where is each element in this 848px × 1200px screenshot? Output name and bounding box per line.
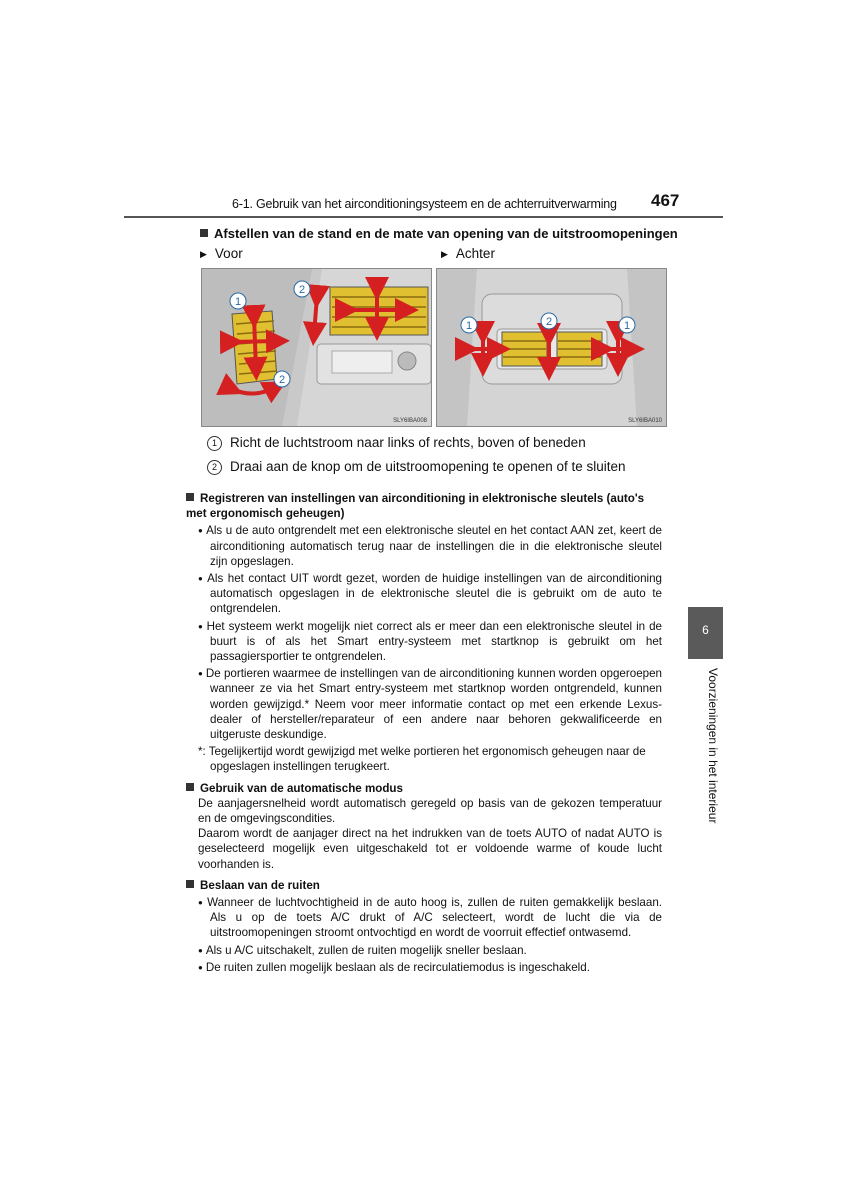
- subsection-heading: Registreren van instellingen van airconditioning in elektronische sleutels (auto's met ergonomisch geheugen): [186, 492, 645, 521]
- footnote: *: Tegelijkertijd wordt gewijzigd met welke portieren het ergonomisch geheugen naar de opgeslagen instellingen terugkeert.: [198, 745, 646, 774]
- chapter-tab: 6: [688, 607, 723, 659]
- figure-code: SLY6IBA008: [393, 418, 427, 424]
- rear-label: ▶ Achter: [441, 246, 495, 261]
- callout-1: 1: [465, 320, 473, 332]
- legend-item: 1 Richt de luchtstroom naar links of rechts, boven of beneden: [207, 435, 586, 451]
- callout-2: 2: [298, 284, 306, 296]
- chapter-side-label: Voorzieningen in het interieur: [706, 668, 720, 824]
- square-bullet-icon: [186, 493, 194, 501]
- triangle-icon: ▶: [441, 249, 448, 259]
- callout-1: 1: [234, 296, 242, 308]
- callout-2: 2: [278, 374, 286, 386]
- list-item: ● De portieren waarmee de instellingen van de airconditioning kunnen worden opgeroepen wanneer ze via het Smart entry-systeem met startknop worden ontgrendeld, kunnen worden gewijzigd.* Neem voor meer informatie contact op met een erkende Lexus-dealer of hersteller/reparateur of een andere naar behoren gekwalificeerde en uitgeruste deskundige.: [186, 666, 662, 742]
- list-item: ● Als u A/C uitschakelt, zullen de ruiten mogelijk sneller beslaan.: [186, 943, 662, 958]
- page-number: 467: [651, 191, 680, 210]
- front-label: ▶ Voor: [200, 246, 243, 261]
- list-item: ● Als het contact UIT wordt gezet, worden de huidige instellingen van de airconditioning automatisch opgeslagen in de elektronische sleutel die is gebruikt om de auto te ontgrendelen.: [186, 571, 662, 617]
- paragraph: Daarom wordt de aanjager direct na het indrukken van de toets AUTO of nadat AUTO is geselecteerd mogelijk even uitgeschakeld tot er voldoende warme of koude lucht voorhanden is.: [198, 827, 662, 871]
- subsection-heading: Beslaan van de ruiten: [186, 878, 662, 893]
- list-item: ● Als u de auto ontgrendelt met een elektronische sleutel en het contact AAN zet, keert de airconditioning automatisch terug naar de instellingen die in die elektronische sleutel zijn opgeslagen.: [186, 523, 662, 569]
- figure-code: SLY6IBA010: [628, 418, 662, 424]
- square-bullet-icon: [186, 783, 194, 791]
- callout-circle: 2: [207, 460, 222, 475]
- header-rule: [124, 216, 723, 218]
- callout-1: 1: [623, 320, 631, 332]
- callout-circle: 1: [207, 436, 222, 451]
- rear-vents-figure: [436, 268, 667, 427]
- running-header: 6-1. Gebruik van het airconditioningsysteem en de achterruitverwarming: [232, 197, 617, 211]
- list-item: ● Wanneer de luchtvochtigheid in de auto hoog is, zullen de ruiten gemakkelijk beslaan. Als u op de toets A/C drukt of A/C selecteert, wordt de lucht die via de uitstroomopeningen stroomt ontvochtigd en wordt de voorruit effectief ontwasemd.: [186, 895, 662, 941]
- triangle-icon: ▶: [200, 249, 207, 259]
- body-text: [186, 491, 662, 975]
- front-vents-figure: [201, 268, 432, 427]
- section-title: Afstellen van de stand en de mate van opening van de uitstroomopeningen: [200, 226, 678, 241]
- square-bullet-icon: [186, 880, 194, 888]
- callout-2: 2: [545, 316, 553, 328]
- paragraph: De aanjagersnelheid wordt automatisch geregeld op basis van de gekozen temperatuur en de omgevingscondities.: [198, 796, 662, 826]
- front-vents-illustration: [202, 269, 431, 426]
- rear-vents-illustration: [437, 269, 666, 426]
- square-bullet-icon: [200, 229, 208, 237]
- subsection-heading: Gebruik van de automatische modus: [186, 781, 662, 796]
- list-item: ● De ruiten zullen mogelijk beslaan als de recirculatiemodus is ingeschakeld.: [186, 960, 662, 975]
- legend-item: 2 Draai aan de knop om de uitstroomopening te openen of te sluiten: [207, 459, 626, 475]
- list-item: ● Het systeem werkt mogelijk niet correct als er meer dan een elektronische sleutel in de buurt is of als het Smart entry-systeem met startknop is gebruikt om het passagiersportier te ontgrendelen.: [186, 619, 662, 665]
